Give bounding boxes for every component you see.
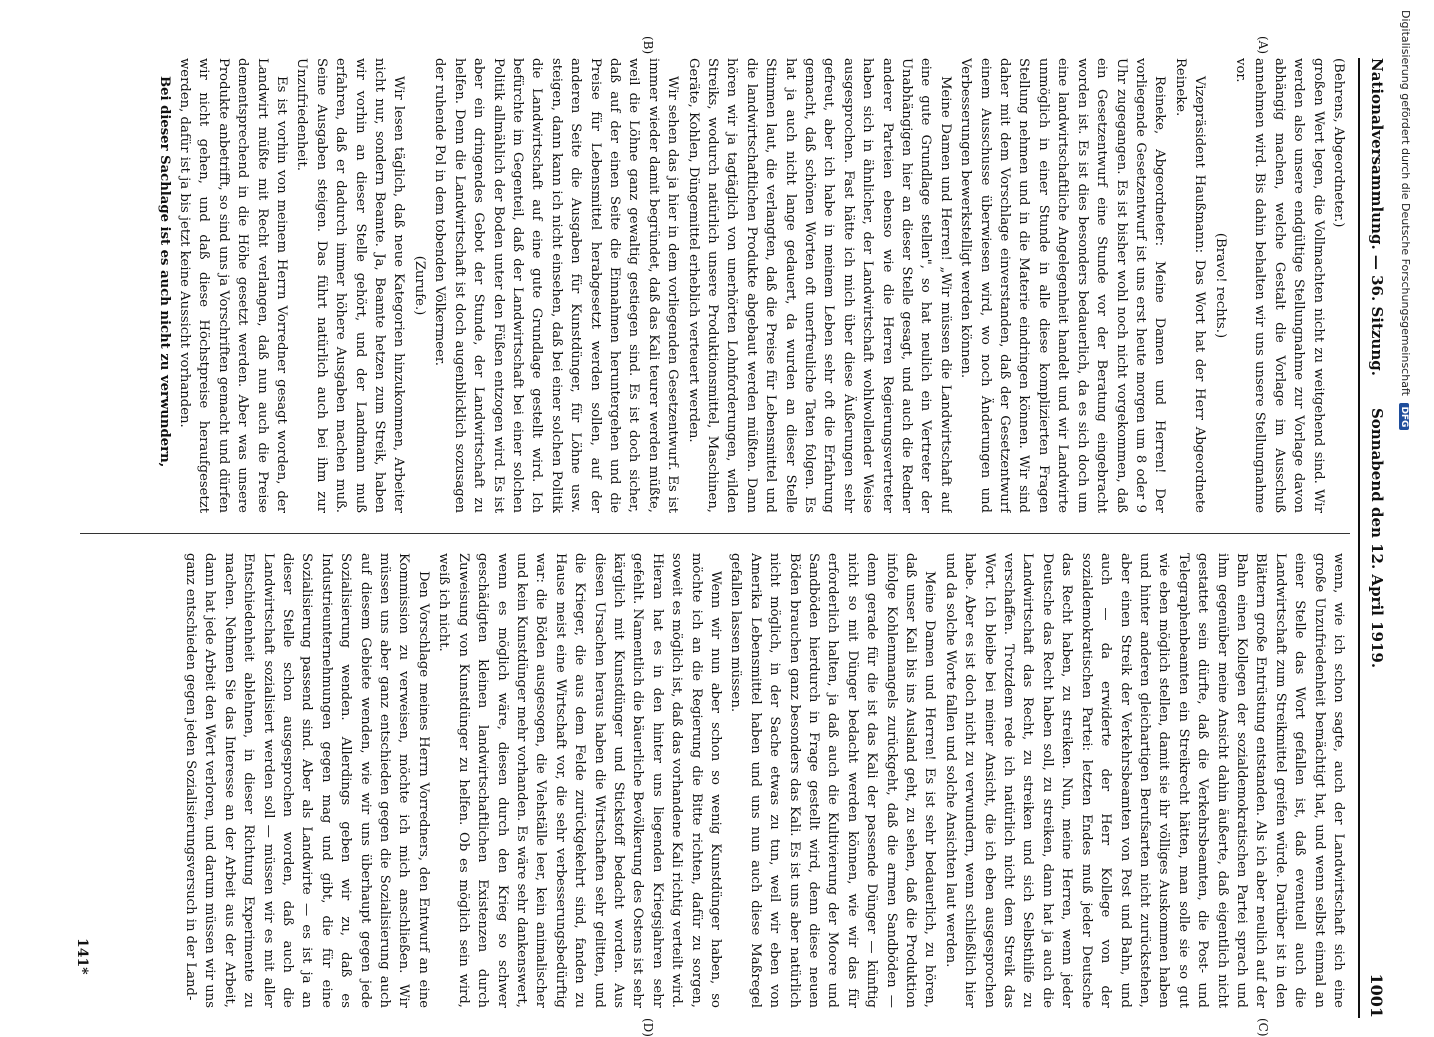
page-header (1358, 58, 1390, 1018)
paragraph: Reineke, Abgeordneter: Meine Damen und Herren! Der vorliegende Gesetzentwurf ist uns erst heute morgen um 8 oder 9 Uhr zugegangen. Es ist bisher wohl noch nicht vorgekommen, daß ein Gesetzentwurf eine Stunde vor der Beratung eingebracht worden ist. Es ist dies besonders bedauerlich, da es sich doch um eine landwirtschaftliche Angelegenheit handelt und wir Landwirte unmöglich in einer Stunde in alle diese komplizierten Fragen Stellung nehmen und in die Materie eindringen können. Wir sind daher mit dem Vorschlage einverstanden, daß der Gesetzentwurf einem Ausschusse überwiesen wird, wo noch Änderungen und Verbesserungen bewerkstelligt werden können. (958, 58, 1168, 513)
interjection: (Zurufe.) (411, 255, 427, 316)
marker-d: (D) (641, 1018, 655, 1037)
page-number: 1001 (1367, 973, 1386, 1018)
side-credit (1396, 10, 1412, 990)
header-date: Sonnabend den 12. April 1919. (1368, 407, 1386, 669)
paragraph: großen Wert legen, die Vollmachten nicht zu weitgehend sind. Wir werden also unsere endgültige Stellungnahme zur Vorlage davon abhängig machen, welche Gestalt die Vorlage im Ausschuß annehmen wird. Bis dahin behalten wir uns unsere Stellungnahme vor. (1232, 58, 1326, 513)
paragraph: Es ist vorhin von meinem Herrn Vorredner gesagt worden, der Landwirt müßte mit Recht verlangen, daß nun auch die Preise dementsprechend in die Höhe gesetzt werden. Aber was unsere Produkte anbetrifft, so sind uns ja Vorschriften gemacht und dürfen wir nicht gehen, und daß diese Höchstpreise heraufgesetzt werden, dafür ist ja bis jetzt keine Aussicht vorhanden. (177, 58, 290, 513)
left-column (78, 58, 1348, 513)
marker-c: (C) (1256, 1018, 1270, 1037)
paragraph: Wir lesen täglich, daß neue Kategorien hinzukommen, Arbeiter nicht nur, sondern Beamte. Ja, Beamte hetzen zum Streik, haben wir vorhin an dieser Stelle gehört, und der Landmann muß erfahren, daß er dadurch immer höhere Ausgaben machen muß. Seine Ausgaben steigen. Das führt natürlich auch bei ihm zur Unzufriedenheit. (294, 58, 407, 513)
column-divider (80, 533, 1350, 534)
paragraph: Wenn wir nun aber schon so wenig Kunstdünger haben, so möchte ich an die Regierung die Bitte richten, dafür zu sorgen, soweit es möglich ist, daß das vorhandene Kali richtig verteilt wird. Hieran hat es in den hinter uns liegenden Kriegsjahren sehr gefehlt. Namentlich die bäuerliche Bevölkerung des Ostens ist sehr kärglich mit Kunstdünger und Stickstoff bedacht worden. Aus diesen Ursachen heraus haben die Wirtschaften sehr gelitten, und die Krieger, die aus dem Felde zurückgekehrt sind, fanden zu Hause meist eine Wirtschaft vor, die sehr verbesserungsbedürftig war: die Böden ausgesogen, die Viehställe leer, kein animalischer und kein Kunstdünger mehr vorhanden. Es wäre sehr dankenswert, wenn es möglich wäre, diesen durch den Krieg so schwer geschädigten kleinen landwirtschaftlichen Existenzen durch Zuweisung von Kunstdünger zu helfen. Ob es möglich sein wird, weiß ich nicht. (436, 553, 723, 1008)
right-column (78, 553, 1348, 1008)
paragraph: Bei dieser Sachlage ist es auch nicht zu verwundern, (156, 76, 172, 468)
paragraph: Den Vorschlage meines Herrn Vorredners, den Entwurf an eine Kommission zu verweisen, möchte ich mich anschließen. Wir müssen uns aber ganz entschieden gegen die Sozialisierung auch auf diesem Gebiete wenden, wie wir uns überhaupt gegen jede Sozialisierung wenden. Allerdings geben wir zu, daß es Industrieunternehmungen gegen mag und gibt, die für eine Sozialisierung passend sind. Aber als Landwirte — es ist ja an dieser Stelle schon ausgesprochen worden, daß auch die Landwirtschaft sozialisiert werden soll — müssen wir es mit aller Entschiedenheit ablehnen, in dieser Richtung Experimente zu machen. Nehmen Sie das Interesse an der Arbeit aus der Arbeit, dann hat jede Arbeit den Wert verloren, und darum müssen wir uns ganz entschieden gegen jeden Sozialisierungsversuch in der Land- (183, 553, 431, 1008)
side-credit-text: Digitalisierung gefördert durch die Deutsche Forschungsgemeinschaft (1399, 10, 1412, 396)
paragraph: Wir sehen das ja hier in dem vorliegenden Gesetzentwurf. Es ist immer wieder damit begründet, daß das Kali teurer werden müßte, weil die Löhne ganz gewaltig gestiegen sind. Es ist doch sicher, daß auf der einen Seite die Einnahmen heruntergehen und die Preise für Lebensmittel herabgesetzt werden sollen, auf der anderen Seite die Ausgaben für Kunstdünger, für Löhne usw. steigen, dann kann ich nicht einsehen, daß bei einer solchen Politik die Landwirtschaft auf eine gute Grundlage gestellt wird. Ich befürchte im Gegenteil, daß der Landwirtschaft bei einer solchen Politik allmählich der Boden unter den Füßen entzogen wird. Es ist aber ein dringendes Gebot der Stunde, der Landwirtschaft zu helfen. Denn die Landwirtschaft ist doch augenblicklich sozusagen der ruhende Pol in dem tobenden Völkermeer. (432, 58, 681, 513)
marker-a: (A) (1256, 36, 1270, 55)
header-left: Nationalversammlung. — 36. Sitzung. (1368, 58, 1386, 376)
speaker-ref: (Behrens, Abgeordneter.) (1331, 58, 1346, 228)
interjection: (Bravo! rechts.) (1212, 232, 1228, 339)
footer-sheet-code: 141* (74, 938, 90, 975)
marker-b: (B) (641, 36, 655, 55)
paragraph: Vizepräsident Haußmann: Das Wort hat der Herr Abgeordnete Reineke. (1172, 58, 1208, 513)
paragraph: Meine Damen und Herren! Es ist sehr bedauerlich, zu hören, daß unser Kali bis ins Ausland geht, zu sehen, daß die Produktion infolge Kohlenmangels zurückgeht, daß die armen Sandböden — denn gerade für die ist das Kali der passende Dünger — künftig nicht so mit Dünger bedacht werden können, wie wir das für erforderlich halten, ja daß auch die Kultivierung der Moore und Sandböden hierdurch in Frage gestellt wird, denn diese neuen Böden brauchen ganz besonders das Kali. Es ist uns aber natürlich nicht möglich, in der Sache etwas zu tun, weil wir eben von Amerika Lebensmittel haben und uns nun auch diese Maßregel gefallen lassen müssen. (728, 553, 938, 1008)
rotated-newspaper-page (60, 36, 1390, 1037)
paragraph: wenn, wie ich schon sagte, auch der Landwirtschaft sich eine große Unzufriedenheit bemächtigt hat, und wenn selbst einmal an einer Stelle das Wort gefallen ist, daß eventuell auch die Landwirtschaft zum Streikmittel greifen würde. Darüber ist in den Blättern große Entrüstung entstanden. Als ich aber neulich auf der Bahn einen Kollegen der sozialdemokratischen Partei sprach und ihm gegenüber meine Ansicht dahin äußerte, daß eigentlich nicht gestattet sein dürfte, daß die Verkehrsbeamten, die Post- und Telegraphenbeamten ein Streikrecht hätten, man solle sie so gut wie eben möglich stellen, damit sie ihr völliges Auskommen haben und hinter anderen gleichartigen Berufsarten nicht zurückstehen, aber einen Streik der Verkehrsbeamten von Post und Bahn, und auch — da erwiderte der Herr Kollege von der sozialdemokratischen Partei: letzten Endes muß jeder Deutsche das Recht haben, zu streiken. Nun, meine Herren, wenn jeder Deutsche das Recht haben soll, zu streiken, dann hat ja auch die Landwirtschaft das Recht, zu streiken und sich Selbsthilfe zu verschaffen. Trotzdem rede ich natürlich nicht dem Streik das Wort. Ich bleibe bei meiner Ansicht, die ich eben ausgesprochen habe. Aber es ist doch nicht zu verwundern, wenn schließlich hier und da solche Worte fallen und solche Ansichten laut werden. (942, 553, 1346, 1008)
dfg-logo: DFG (1399, 403, 1409, 430)
paragraph: Meine Damen und Herren! „Wir müssen die Landwirtschaft auf eine gute Grundlage stellen", so hat neulich ein Vertreter der Unabhängigen hier an dieser Stelle gesagt, und auch die Redner anderer Parteien ebenso wie die Herren Regierungsvertreter haben sich in ähnlicher, der Landwirtschaft wohlwollender Weise ausgesprochen. Fast hätte ich mich über diese Äußerungen sehr gefreut, aber ich habe in meinem Leben sehr oft die Erfahrung gemacht, daß schönen Worten oft unerfreuliche Taten folgen. Es hat ja auch nicht lange gedauert, da wurden an dieser Stelle Stimmen laut, die verlangten, daß die Preise für Lebensmittel und die landwirtschaftlichen Produkte abgebaut werden müßten. Dann hören wir ja tagtäglich von unerhörten Lohnforderungen, wilden Streiks, wodurch natürlich unsere Produktionsmittel, Maschinen, Geräte, Kohlen, Düngemittel erheblich verteuert werden. (685, 58, 953, 513)
